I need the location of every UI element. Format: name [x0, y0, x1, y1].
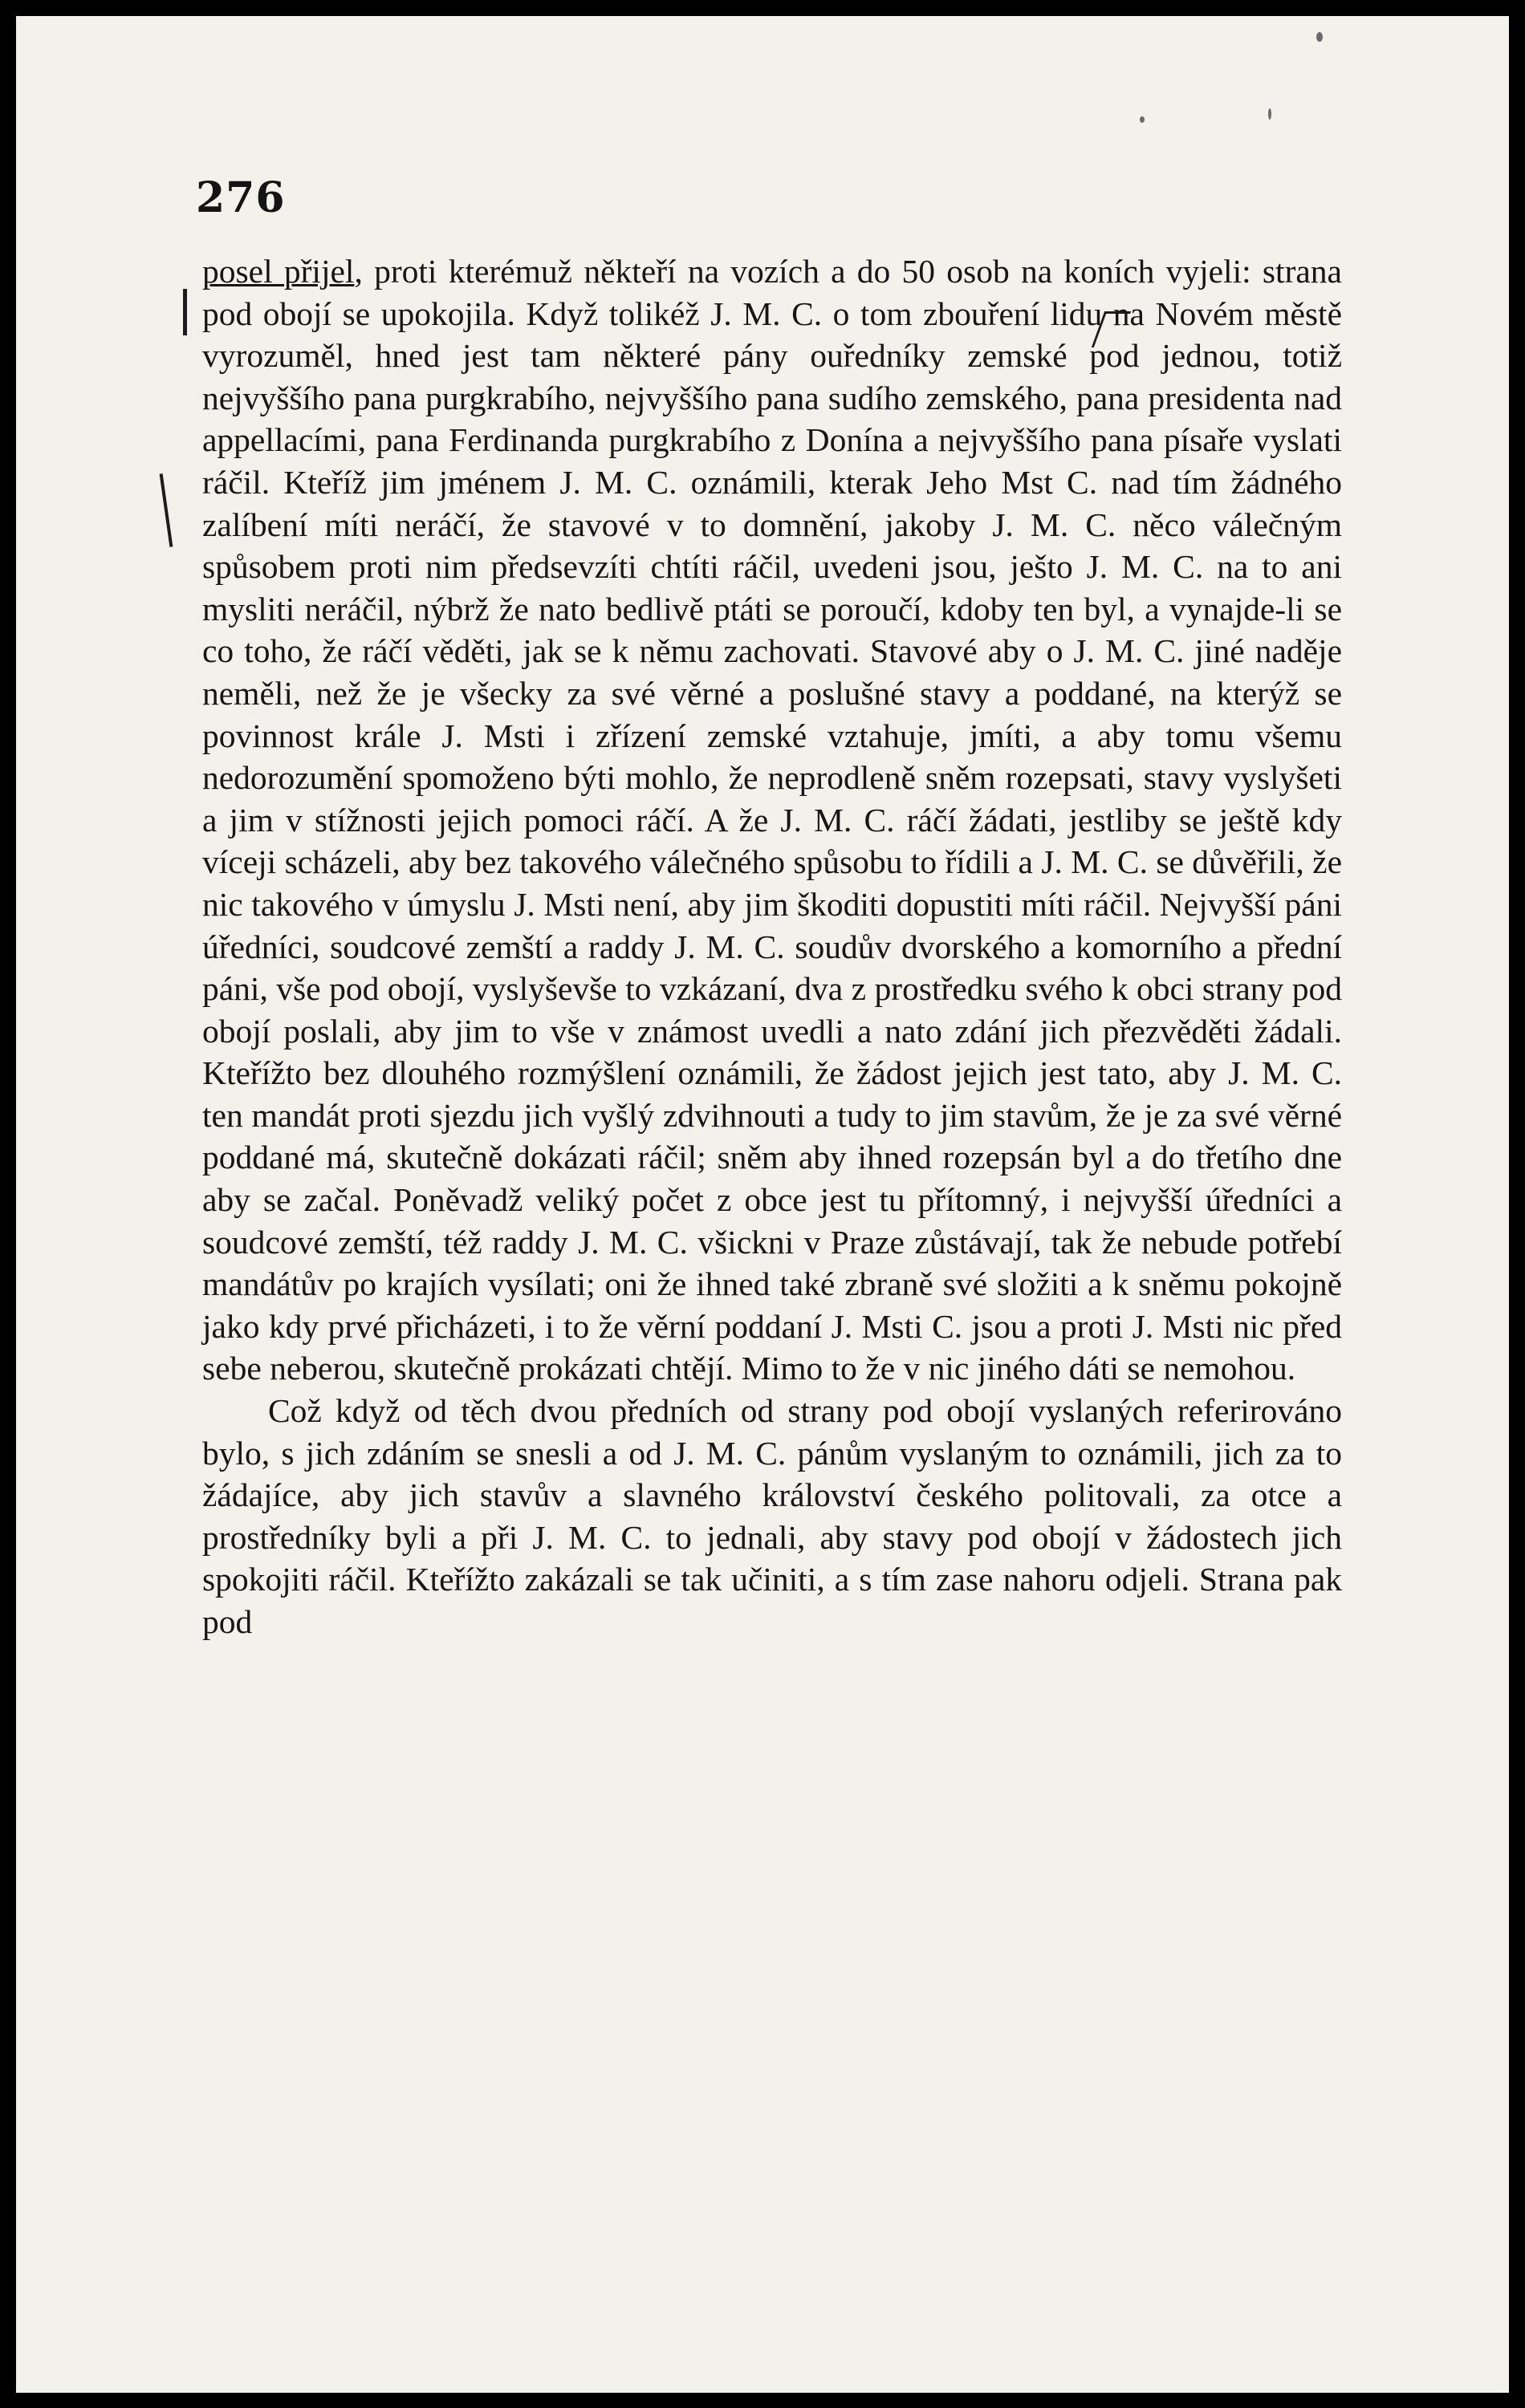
- body-text: [202, 250, 1342, 1643]
- paragraph-text: Což když od těch dvou předních od strany pod obojí vyslaných referirováno bylo, s jich zdáním se snesli a od J. M. C. pánům vyslaným to oznámili, jich za to žádajíce, aby jich stavův a slavného království českého politovali, za otce a prostředníky byli a při J. M. C. to jednali, aby stavy pod obojí v žádostech jich spokojiti ráčil. Kteřížto zakázali se tak učiniti, a s tím zase nahoru odjeli. Strana pak pod: [202, 1392, 1342, 1640]
- scan-speck: [1140, 116, 1145, 123]
- paragraph: [202, 250, 1342, 1390]
- underlined-phrase: posel přijel: [202, 253, 355, 290]
- scan-speck: [1316, 32, 1323, 42]
- paragraph-text: , proti kterémuž někteří na vozích a do 50 osob na koních vyjeli: strana pod obojí se upokojila. Když tolikéž J. M. C. o tom zbouření lidu na Novém městě vyrozuměl, hned jest tam některé pány ouředníky zemské pod jednou, totiž nejvyššího pana purgkrabího, nejvyššího pana sudího zemského, pana presidenta nad appellacími, pana Ferdinanda purgkrabího z Donína a nejvyššího pana písaře vyslati ráčil. Kteříž jim jménem J. M. C. oznámili, kterak Jeho Mst C. nad tím žádného zalíbení míti neráčí, že stavové v to domnění, jakoby J. M. C. něco válečným spůsobem proti nim předsevzíti chtíti ráčil, uvedeni jsou, ješto J. M. C. na to ani mysliti neráčil, nýbrž že nato bedlivě ptáti se poroučí, kdoby ten byl, a vynajde-li se co toho, že ráčí věděti, jak se k němu zachovati. Stavové aby o J. M. C. jiné naděje neměli, než že je všecky za své věrné a poslušné stavy a poddané, na kterýž se povinnost krále J. Msti i zřízení zemské vztahuje, jmíti, a aby tomu všemu nedorozumění spomoženo býti mohlo, že neprodleně sněm rozepsati, stavy vyslyšeti a jim v stížnosti jejich pomoci ráčí. A že J. M. C. ráčí žádati, jestliby se ještě kdy víceji scházeli, aby bez takového válečného spůsobu to řídili a J. M. C. se důvěřili, že nic takového v úmyslu J. Msti není, aby jim škoditi dopustiti míti ráčil. Nejvyšší páni úředníci, soudcové zemští a raddy J. M. C. soudův dvorského a komorního a přední páni, vše pod obojí, vyslyševše to vzkázaní, dva z prostředku svého k obci strany pod obojí poslali, aby jim to vše v známost uvedli a nato zdání jich přezvěděti žádali. Kteřížto bez dlouhého rozmýšlení oznámili, že žádost jejich jest tato, aby J. M. C. ten mandát proti sjezdu jich vyšlý zdvihnouti a tudy to jim stavům, že je za své věrné poddané má, skutečně dokázati ráčil; sněm aby ihned rozepsán byl a do třetího dne aby se začal. Poněvadž veliký počet z obce jest tu přítomný, i nejvyšší úředníci a soudcové zemští, též raddy J. M. C. všickni v Praze zůstávají, tak že nebude potřebí mandátův po krajích vysílati; oni že ihned také zbraně své složiti a k sněmu pokojně jako kdy prvé přicházeti, i to že věrní poddaní J. Msti C. jsou a proti J. Msti nic před sebe neberou, skutečně prokázati chtějí. Mimo to že v nic jiného dáti se nemohou.: [202, 253, 1342, 1387]
- paragraph: [202, 1390, 1342, 1643]
- scan-speck: [1268, 108, 1271, 120]
- margin-pencil-mark: [160, 473, 173, 547]
- margin-pencil-mark: [183, 289, 187, 335]
- page-number: 276: [196, 173, 286, 222]
- book-page: [16, 16, 1509, 2393]
